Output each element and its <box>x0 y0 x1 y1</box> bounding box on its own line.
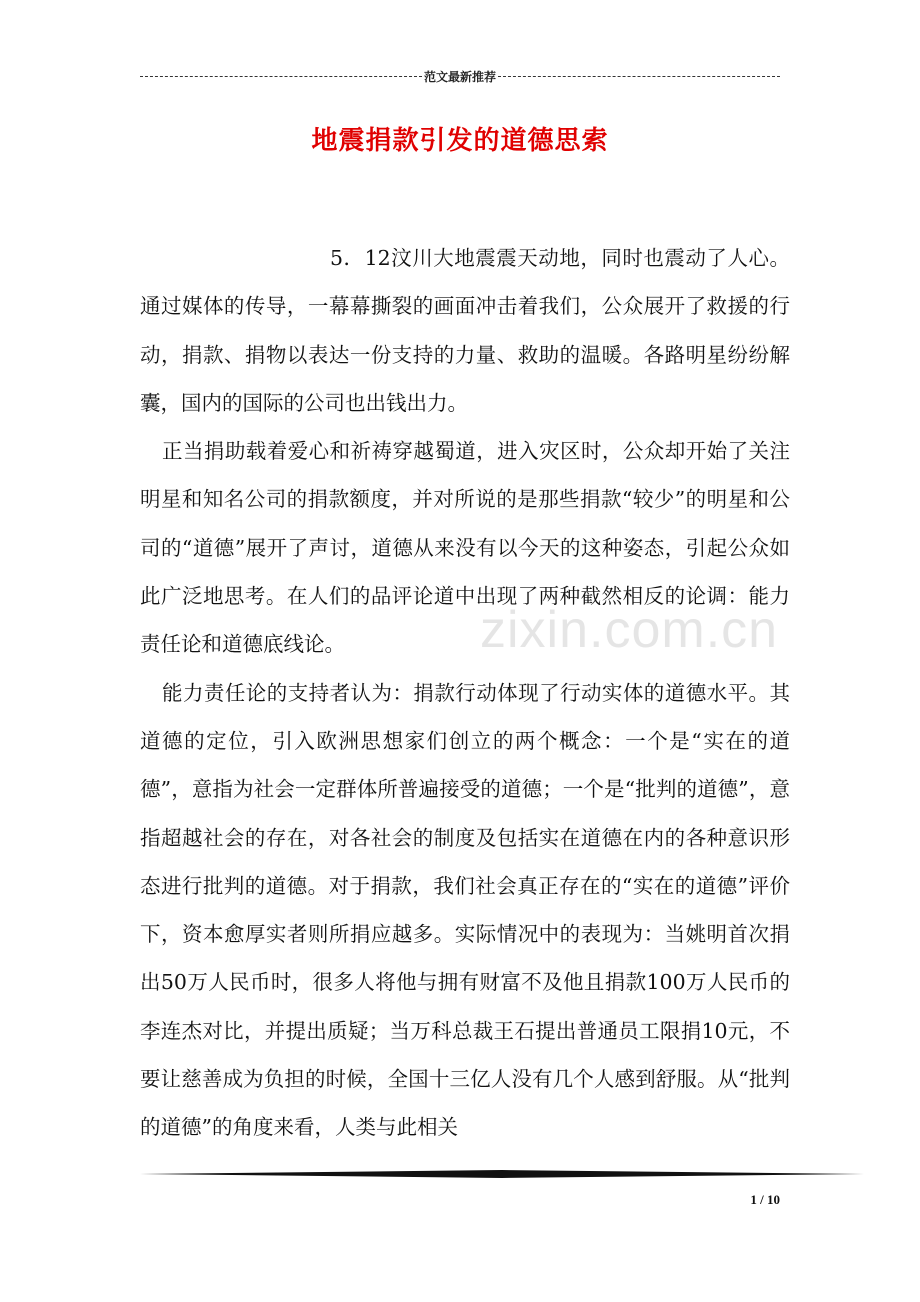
watermark: zixin.com.cn <box>480 601 779 659</box>
paragraph: 能力责任论的支持者认为：捐款行动体现了行动实体的道德水平。其道德的定位，引入欧洲思想家们创立的两个概念：一个是“实在的道德”，意指为社会一定群体所普遍接受的道德；一个是“批判的道德”，意指超越社会的存在，对各社会的制度及包括实在道德在内的各种意识形态进行批判的道德。对于捐款，我们社会真正存在的“实在的道德”评价下，资本愈厚实者则所捐应越多。实际情况中的表现为：当姚明首次捐出50万人民币时，很多人将他与拥有财富不及他且捐款100万人民币的李连杰对比，并提出质疑；当万科总裁王石提出普通员工限捐10元，不要让慈善成为负担的时候，全国十三亿人没有几个人感到舒服。从“批判的道德”的角度来看，人类与此相关 <box>140 680 790 1140</box>
header-dash-left <box>140 76 422 77</box>
page-number: 1 / 10 <box>750 1192 780 1207</box>
document-title: 地震捐款引发的道德思索 <box>311 126 609 156</box>
header-dash-right <box>498 76 780 77</box>
paragraph: 正当捐助载着爱心和祈祷穿越蜀道，进入灾区时，公众却开始了关注明星和知名公司的捐款额度，并对所说的是那些捐款“较少”的明星和公司的“道德”展开了声讨，道德从来没有以今天的这种姿态，引起公众如此广泛地思考。在人们的品评论道中出现了两种截然相反的论调：能力责任论和道德底线论。 <box>140 439 790 657</box>
header-label: 范文最新推荐 <box>424 69 497 84</box>
footer-rule <box>140 1168 864 1180</box>
document-body <box>140 234 790 1152</box>
paragraph: 5．12汶川大地震震天动地，同时也震动了人心。通过媒体的传导，一幕幕撕裂的画面冲击着我们，公众展开了救援的行动，捐款、捐物以表达一份支持的力量、救助的温暖。各路明星纷纷解囊，国内的国际的公司也出钱出力。 <box>140 246 790 415</box>
header-rule <box>140 66 780 86</box>
